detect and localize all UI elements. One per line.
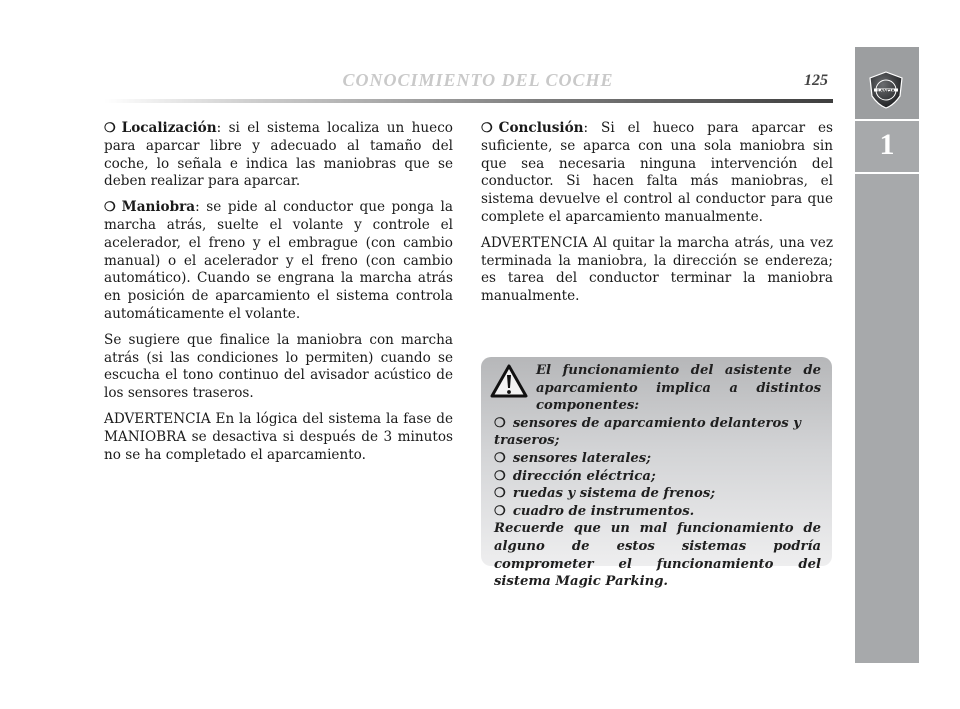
left-text-column xyxy=(104,120,453,472)
bullet-icon: ❍ xyxy=(494,503,506,519)
bullet-icon: ❍ xyxy=(104,200,116,216)
list-item xyxy=(494,415,821,450)
running-header-title: CONOCIMIENTO DEL COCHE xyxy=(342,70,614,90)
list-item-text: ruedas y sistema de frenos; xyxy=(512,486,716,502)
bullet-icon: ❍ xyxy=(481,121,493,136)
paragraph-maniobra xyxy=(104,199,453,324)
paragraph-text: : si el sistema localiza un hueco para aparcar libre y adecuado al tamaño del coche, lo señala e indica las maniobras que se deben realizar para aparcar. xyxy=(104,120,453,190)
list-item xyxy=(494,468,821,486)
bullet-icon: ❍ xyxy=(494,415,506,431)
right-text-column xyxy=(481,120,833,314)
page-number: 125 xyxy=(804,72,828,89)
warning-footer: Recuerde que un mal funcionamiento de alguno de estos sistemas podría comprometer el funcionamiento del sistema Magic Parking. xyxy=(494,521,821,590)
paragraph-text: : se pide al conductor que ponga la marcha atrás, suelte el volante y controle el acelerador, el freno y el embrague (con cambio manual) o el acelerador y el freno (con cambio automático). Cuando se engrana la marcha atrás en posición de aparcamiento el sistema controla automáticamente el volante. xyxy=(104,199,453,322)
list-item-text: sensores laterales; xyxy=(512,450,652,466)
paragraph-localizacion xyxy=(104,120,453,191)
term-maniobra: Maniobra xyxy=(121,199,196,216)
paragraph-warning-maniobra: ADVERTENCIA En la lógica del sistema la fase de MANIOBRA se desactiva si después de 3 minutos no se ha completado el aparcamiento. xyxy=(104,410,453,463)
header-rule xyxy=(104,99,833,103)
tab-divider xyxy=(855,119,919,121)
bullet-icon: ❍ xyxy=(104,121,116,136)
warning-heading: El funcionamiento del asistente de aparcamiento implica a distintos componentes: xyxy=(536,363,821,414)
term-conclusion: Conclusión xyxy=(498,120,584,136)
list-item-text: cuadro de instrumentos. xyxy=(512,503,695,519)
list-item-text: sensores de aparcamiento delanteros y traseros; xyxy=(494,415,801,449)
bullet-icon: ❍ xyxy=(494,450,506,466)
paragraph-conclusion xyxy=(481,120,833,227)
svg-text:LANCIA: LANCIA xyxy=(877,87,895,93)
warning-component-list xyxy=(481,415,821,521)
bullet-icon: ❍ xyxy=(494,486,506,502)
tab-divider xyxy=(855,172,919,174)
chapter-number: 1 xyxy=(879,128,895,161)
list-item xyxy=(494,503,821,521)
list-item xyxy=(494,485,821,503)
paragraph-warning-reverse: ADVERTENCIA Al quitar la marcha atrás, una vez terminada la maniobra, la dirección se endereza; es tarea del conductor terminar la maniobra manualmente. xyxy=(481,234,833,305)
list-item-text: dirección eléctrica; xyxy=(512,468,656,484)
warning-content xyxy=(481,362,821,591)
paragraph-text: : Si el hueco para aparcar es suficiente, se aparca con una sola maniobra sin que sea necesaria ninguna intervención del conductor. Si hacen falta más maniobras, el sistema devuelve el control al conductor para que complete el aparcamiento manualmente. xyxy=(481,120,833,225)
list-item xyxy=(494,450,821,468)
bullet-icon: ❍ xyxy=(494,468,506,484)
paragraph-suggestion: Se sugiere que finalice la maniobra con marcha atrás (si las condiciones lo permiten) cuando se escucha el tono continuo del avisador acústico de los sensores traseros. xyxy=(104,331,453,402)
term-localizacion: Localización xyxy=(121,120,217,136)
lancia-logo-icon xyxy=(866,70,906,110)
